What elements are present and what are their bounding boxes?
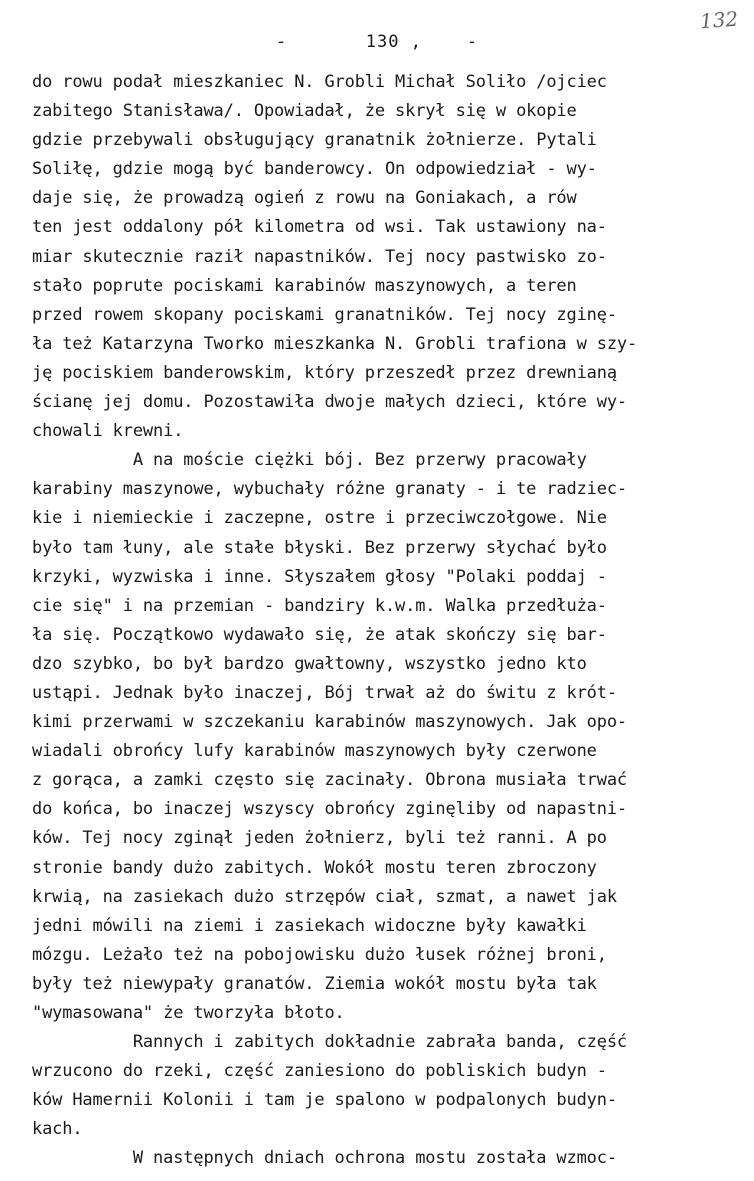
text-line: do rowu podał mieszkaniec N. Grobli Michał Soliło /ojciec [32, 72, 607, 92]
text-line: W następnych dniach ochrona mostu została wzmoc- [32, 1148, 617, 1169]
text-line: miar skutecznie raził napastników. Tej nocy pastwisko zo- [32, 246, 607, 267]
text-line: A na moście ciężki bój. Bez przerwy pracowały [32, 450, 587, 471]
text-line: było tam łuny, ale stałe błyski. Bez przerwy słychać było [32, 537, 607, 558]
text-line: dzo szybko, bo był bardzo gwałtowny, wszystko jedno kto [32, 653, 587, 674]
text-line: stało poprute pociskami karabinów maszynowych, a teren [32, 275, 577, 296]
text-line: Soliłę, gdzie mogą być banderowcy. On odpowiedział - wy- [32, 159, 597, 180]
text-line: mózgu. Leżało też na pobojowisku dużo łusek różnej broni, [32, 944, 607, 965]
text-line: były też niewypały granatów. Ziemia wokół mostu była tak [32, 973, 597, 994]
text-line: gdzie przebywali obsługujący granatnik żołnierze. Pytali [32, 130, 597, 151]
text-line: z gorąca, a zamki często się zacinały. Obrona musiała trwać [32, 770, 628, 791]
text-line: ustąpi. Jednak było inaczej, Bój trwał aż do świtu z krót- [32, 682, 617, 703]
text-line: daje się, że prowadzą ogień z rowu na Goniakach, a rów [32, 188, 577, 209]
text-line: kimi przerwami w szczekaniu karabinów maszynowych. Jak opo- [32, 712, 628, 733]
text-line: wrzucono do rzeki, część zaniesiono do pobliskich budyn - [32, 1061, 607, 1082]
archive-page-number: 132 [699, 6, 739, 34]
text-line: ła też Katarzyna Tworko mieszkanka N. Grobli trafiona w szy- [32, 333, 638, 354]
body-text [32, 68, 732, 1174]
text-line: do końca, bo inaczej wszyscy obrońcy zginęliby od napastni- [32, 799, 628, 820]
text-line: zabitego Stanisława/. Opowiadał, że skrył się w okopie [32, 101, 577, 122]
text-line: jedni mówili na ziemi i zasiekach widoczne były kawałki [32, 915, 587, 936]
text-line: karabiny maszynowe, wybuchały różne granaty - i te radziec- [32, 479, 628, 500]
text-line: przed rowem skopany pociskami granatników. Tej nocy zginę- [32, 304, 617, 325]
text-line: ków. Tej nocy zginął jeden żołnierz, byli też ranni. A po [32, 828, 607, 849]
page-number: - 130 , - [275, 32, 479, 52]
text-line: chowali krewni. [32, 421, 184, 442]
text-line: cie się" i na przemian - bandziry k.w.m. Walka przedłuża- [32, 595, 607, 616]
text-line: kie i niemieckie i zaczepne, ostre i przeciwczołgowe. Nie [32, 508, 607, 529]
text-line: kach. [32, 1119, 83, 1140]
text-line: krzyki, wyzwiska i inne. Słyszałem głosy "Polaki poddaj - [32, 566, 607, 587]
text-line: ję pociskiem banderowskim, który przeszedł przez drewnianą [32, 362, 617, 383]
text-line: krwią, na zasiekach dużo strzępów ciał, szmat, a nawet jak [32, 886, 617, 907]
text-line: ków Hamernii Kolonii i tam je spalono w podpalonych budyn- [32, 1090, 617, 1111]
text-line: ścianę jej domu. Pozostawiła dwoje małych dzieci, które wy- [32, 392, 628, 413]
text-line: "wymasowana" że tworzyła błoto. [32, 1003, 345, 1023]
text-line: wiadali obrońcy lufy karabinów maszynowych były czerwone [32, 741, 597, 762]
text-line: Rannych i zabitych dokładnie zabrała banda, część [32, 1032, 628, 1053]
text-line: stronie bandy dużo zabitych. Wokół mostu teren zbroczony [32, 857, 597, 878]
text-line: ła się. Początkowo wydawało się, że atak skończy się bar- [32, 624, 607, 645]
text-line: ten jest oddalony pół kilometra od wsi. Tak ustawiony na- [32, 217, 607, 238]
